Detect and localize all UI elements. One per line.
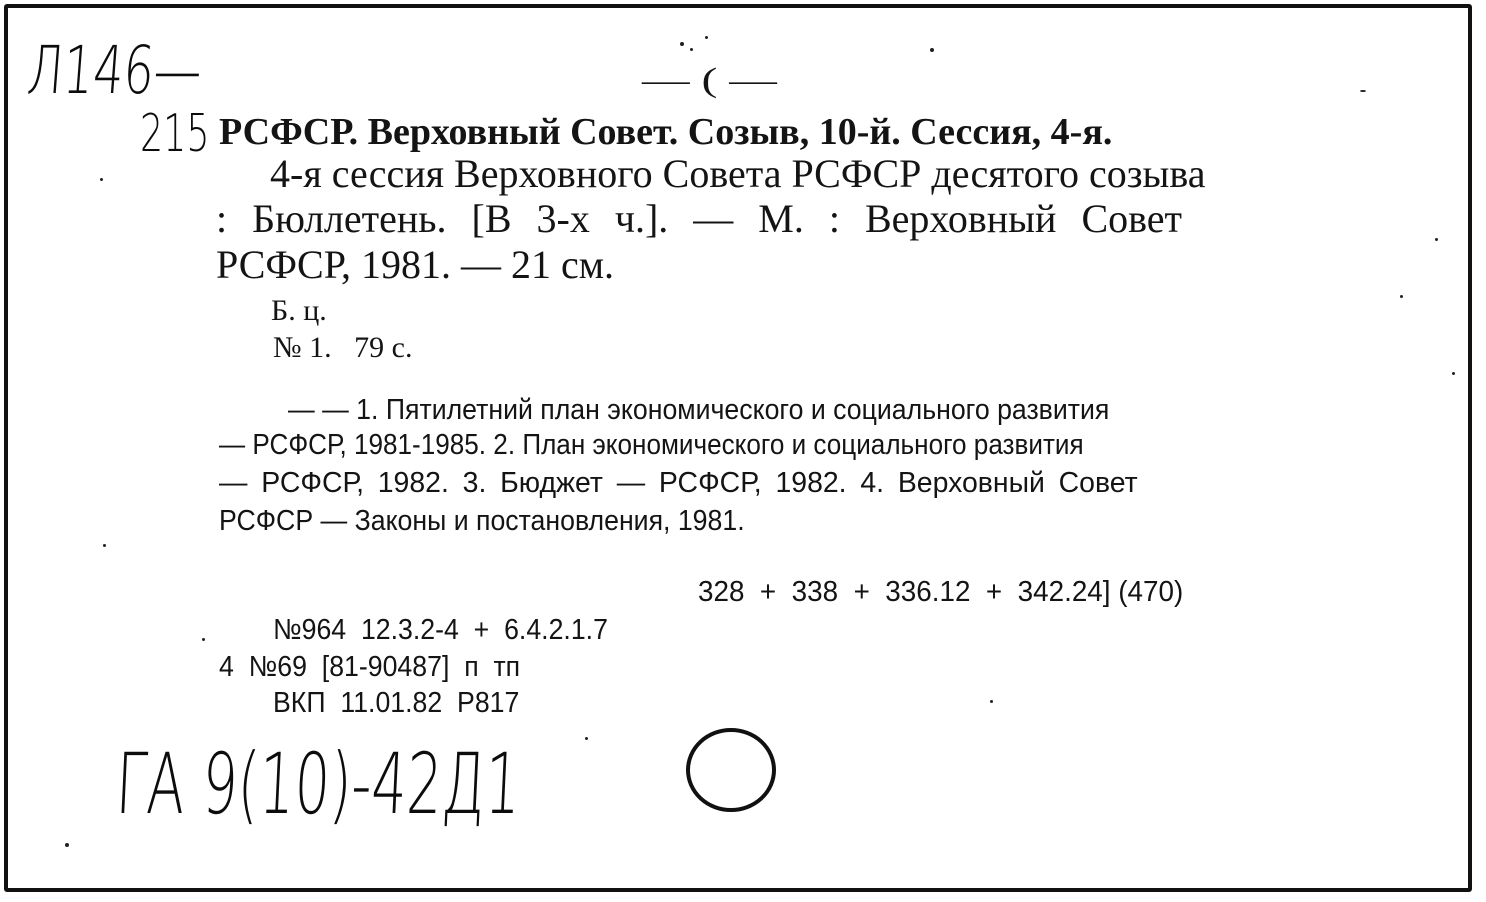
title-line: 4-я сессия Верховного Совета РСФСР десятого созыва [270,151,1206,196]
speckle [1360,90,1366,92]
page-mark: — ( — [642,62,777,99]
circle-mark [684,724,780,818]
speckle [65,843,69,847]
speckle [1452,372,1455,375]
speckle [930,48,934,52]
handwritten-shelf-mark: Л146— [24,32,205,109]
issue-note: № 1. 79 с. [273,331,413,364]
speckle [990,700,993,703]
speckle [705,36,708,39]
subject-line: — РСФСР, 1982. 3. Бюджет — РСФСР, 1982. 4. Верховный Совет [219,467,1138,499]
handwritten-number: 215 [140,104,210,164]
card-heading: РСФСР. Верховный Совет. Созыв, 10-й. Сессия, 4-я. [219,111,1113,153]
subject-line: — РСФСР, 1981-1985. 2. План экономического и социального развития [219,429,1084,461]
speckle [585,737,588,740]
code-line: ВКП 11.01.82 Р817 [273,687,520,719]
classification-index: 328 + 338 + 336.12 + 342.24] (470) [698,576,1184,608]
price-note: Б. ц. [271,294,327,327]
code-line: 4 №69 [81-90487] п тп [219,651,521,683]
speckle [1400,295,1403,298]
speckle [680,42,684,46]
subject-line: — — 1. Пятилетний план экономического и социального развития [288,394,1110,426]
speckle [103,544,106,547]
subject-line: РСФСР — Законы и постановления, 1981. [219,505,745,537]
handwritten-catalog-code: ГА 9(10)-42Д1 [113,735,523,833]
speckle [1435,238,1438,241]
code-line: №964 12.3.2-4 + 6.4.2.1.7 [273,614,608,646]
speckle [690,48,693,51]
speckle [202,638,205,641]
title-line: : Бюллетень. [В 3-х ч.]. — М. : Верховный Совет [216,196,1183,241]
title-line: РСФСР, 1981. — 21 см. [216,242,615,287]
speckle [100,178,103,181]
